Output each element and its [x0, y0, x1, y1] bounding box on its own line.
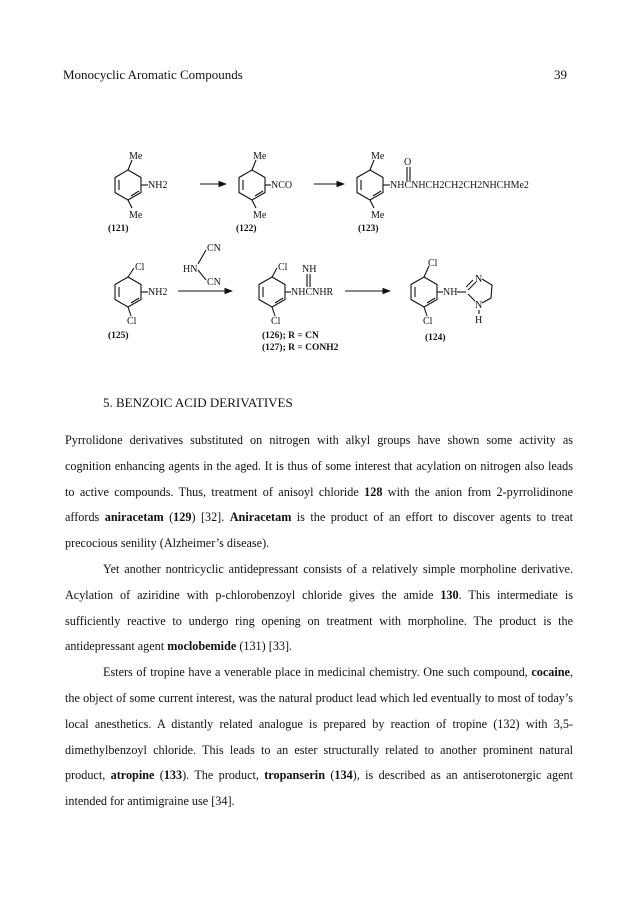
- compound-label: (123): [358, 224, 379, 234]
- me-bottom-label: Me: [371, 210, 385, 221]
- nh-label: NH: [443, 287, 458, 298]
- running-title: Monocyclic Aromatic Compounds: [63, 67, 243, 82]
- cl-top-label: Cl: [428, 258, 438, 269]
- imine-label: NH: [302, 264, 317, 275]
- paragraph-1: Pyrrolidone derivatives substituted on nitrogen with alkyl groups have shown some activity as cognition enhancing agents in the aged. It is thus of some interest that acylation on nitrogen also leads to active compounds. Thus, treatment of anisoyl chloride 128 with the anion from 2-pyrrolidinone affords aniracetam (129) [32]. Aniracetam is the product of an effort to discover agents to treat precocious senility (Alzheimer’s disease).: [65, 433, 574, 551]
- ring-n-top: N: [475, 274, 483, 285]
- cl-top-label: Cl: [278, 262, 288, 273]
- compound-121: [108, 151, 167, 234]
- compound-label: (124): [425, 333, 446, 343]
- reaction-scheme: [0, 130, 629, 365]
- me-top-label: Me: [253, 151, 267, 162]
- reagent-cn-top: CN: [207, 243, 221, 254]
- compound-label-127: (127); R = CONH2: [262, 343, 339, 353]
- reagent-cn-bottom: CN: [207, 277, 221, 288]
- page-number: 39: [554, 67, 567, 82]
- substituent-label: NH2: [148, 287, 168, 298]
- cl-bottom-label: Cl: [271, 316, 281, 327]
- substituent-label: NHCNHCH2CH2CH2NHCHMe2: [390, 180, 529, 191]
- substituent-label: NH2: [148, 180, 168, 191]
- compound-126-127: [259, 262, 339, 353]
- me-bottom-label: Me: [129, 210, 143, 221]
- ring-n-bottom: N: [475, 300, 483, 311]
- compound-label-126: (126); R = CN: [262, 331, 319, 341]
- compound-124: [411, 258, 492, 343]
- substituent-label: NHCNHR: [291, 287, 334, 298]
- paragraph-3: Esters of tropine have a venerable place in medicinal chemistry. One such compound, cocaine, the object of some current interest, was the natural product lead which led eventually to most of today’s local anesthetics. A distantly related analogue is prepared by reaction of tropine (132) with 3,5-dimethylbenzoyl chloride. This leads to an ester structurally related to another prominent natural product, atropine (133). The product, tropanserin (134), is described as an antiserotonergic agent intended for antimigraine use [34].: [65, 665, 573, 809]
- compound-label: (122): [236, 224, 257, 234]
- cl-top-label: Cl: [135, 262, 145, 273]
- compound-label: (125): [108, 331, 129, 341]
- compound-label: (121): [108, 224, 129, 234]
- me-top-label: Me: [371, 151, 385, 162]
- section-heading: 5. BENZOIC ACID DERIVATIVES: [103, 395, 293, 410]
- substituent-label: NCO: [271, 180, 293, 191]
- ring-h-label: H: [475, 315, 483, 326]
- me-top-label: Me: [129, 151, 143, 162]
- paragraph-2: Yet another nontricyclic antidepressant consists of a relatively simple morpholine derivative. Acylation of aziridine with p-chlorobenzoyl chloride gives the amide 130. This intermediate is sufficiently reactive to undergo ring opening on treatment with morpholine. The product is the antidepressant agent moclobemide (131) [33].: [65, 561, 573, 654]
- body-text: [65, 428, 573, 815]
- me-bottom-label: Me: [253, 210, 267, 221]
- compound-122: [236, 151, 292, 234]
- compound-123: [357, 151, 529, 234]
- cl-bottom-label: Cl: [423, 316, 433, 327]
- carbonyl-oxygen: O: [404, 157, 412, 168]
- reagent-cyanamide: [183, 243, 221, 288]
- reagent-hn: HN: [183, 264, 198, 275]
- compound-125: [108, 262, 167, 341]
- cl-bottom-label: Cl: [127, 316, 137, 327]
